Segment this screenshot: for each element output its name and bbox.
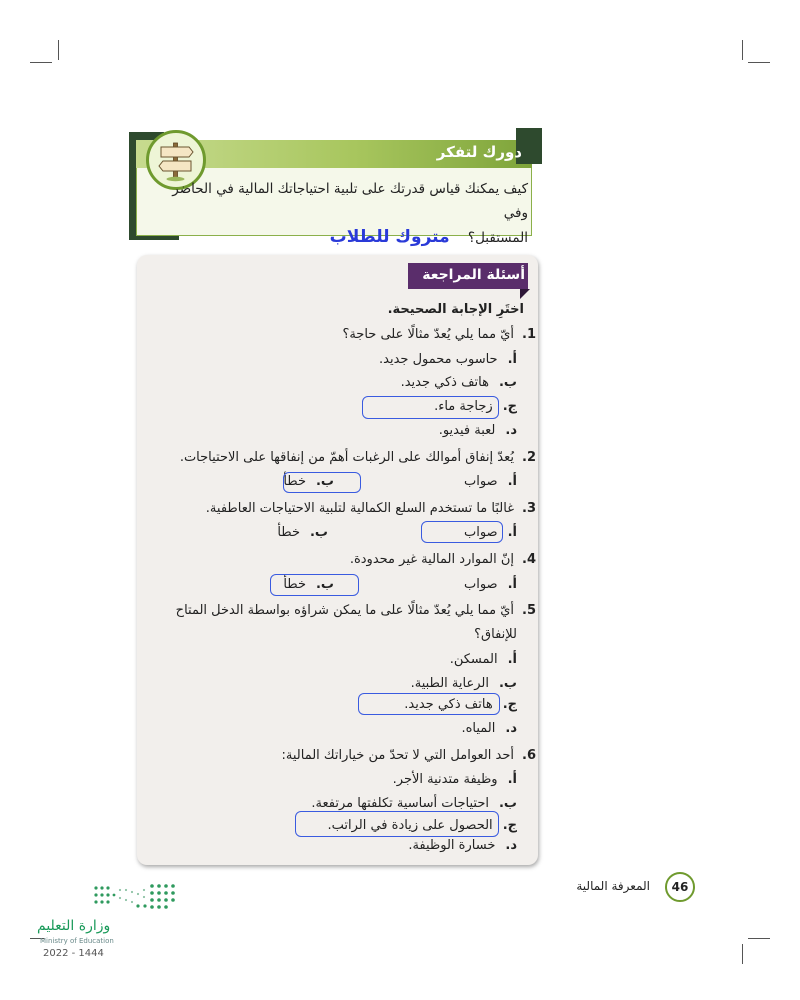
option-letter: أ. <box>507 474 517 489</box>
option-letter: ب. <box>498 375 517 390</box>
think-answer: متروك للطلاب <box>329 227 450 247</box>
option <box>277 525 328 540</box>
answer-mark <box>421 521 503 543</box>
option-text: زجاجة ماء. <box>434 399 493 414</box>
question-number: 1. <box>522 327 536 342</box>
option-text: صواب <box>463 577 498 592</box>
option-text: احتياجات أساسية تكلفتها مرتفعة. <box>311 796 489 811</box>
ministry-name-english: Ministry of Education <box>40 937 114 945</box>
crop-mark <box>742 40 743 60</box>
question-text: إنّ الموارد المالية غير محدودة. <box>349 552 514 567</box>
review-title: أسئلة المراجعة <box>422 267 525 283</box>
option-letter: أ. <box>507 525 517 540</box>
option <box>464 577 517 592</box>
option-text: الحصول على زيادة في الراتب. <box>327 818 493 833</box>
option <box>393 772 517 787</box>
question-2 <box>180 450 536 465</box>
ministry-name: وزارة التعليم <box>37 918 111 934</box>
option <box>450 652 517 667</box>
question-number: 3. <box>522 501 536 516</box>
review-instruction: اختَرِ الإجابة الصحيحة. <box>387 302 524 317</box>
answer-mark <box>270 574 359 596</box>
crop-mark <box>742 944 743 964</box>
question-text: يُعدّ إنفاق أموالك على الرغبات أهمّ من إنفاقها على الاحتياجات. <box>179 450 514 465</box>
option-letter: ج. <box>502 818 517 833</box>
crop-mark <box>58 40 59 60</box>
option-text: صواب <box>463 474 498 489</box>
option-text: خطأ <box>283 577 306 592</box>
option-text: هاتف ذكي جديد. <box>400 375 489 390</box>
review-tab-fold <box>520 289 530 299</box>
answer-mark <box>295 811 499 837</box>
question-number: 2. <box>522 450 536 465</box>
think-question <box>148 177 528 250</box>
option-letter: أ. <box>507 352 517 367</box>
option-letter: ب. <box>315 577 334 592</box>
option <box>464 474 517 489</box>
option-letter: ب. <box>315 474 334 489</box>
option-letter: أ. <box>507 652 517 667</box>
option <box>408 838 517 853</box>
option-letter: د. <box>505 423 517 438</box>
option <box>461 721 517 736</box>
question-number: 6. <box>522 748 536 763</box>
question-5 <box>176 603 536 618</box>
option-text: خطأ <box>277 525 300 540</box>
option-letter: د. <box>505 838 517 853</box>
question-text: أيّ مما يلي يُعدّ مثالًا على ما يمكن شراؤه بواسطة الدخل المتاح <box>175 603 514 618</box>
question-6 <box>282 748 536 763</box>
question-text: غالبًا ما تستخدم السلع الكمالية لتلبية الاحتياجات العاطفية. <box>205 501 514 516</box>
footer-subject: المعرفة المالية <box>576 879 650 893</box>
option-text: وظيفة متدنية الأجر. <box>392 772 498 787</box>
option-text: المسكن. <box>449 652 498 667</box>
think-title: دورك لتفكر <box>436 143 522 161</box>
answer-mark <box>283 472 361 493</box>
question-5-continuation: للإنفاق؟ <box>474 627 517 642</box>
crop-mark <box>748 62 770 63</box>
option-letter: ب. <box>498 796 517 811</box>
option-letter: أ. <box>507 577 517 592</box>
question-4 <box>350 552 536 567</box>
think-question-line2-row <box>148 225 528 250</box>
year-text: 2022 - 1444 <box>43 948 104 959</box>
option-letter: أ. <box>507 772 517 787</box>
option <box>439 423 517 438</box>
option-text: لعبة فيديو. <box>438 423 496 438</box>
question-text: أيّ مما يلي يُعدّ مثالًا على حاجة؟ <box>342 327 514 342</box>
answer-mark <box>358 693 500 715</box>
option-letter: ب. <box>498 676 517 691</box>
page-number: 46 <box>665 872 695 902</box>
option <box>379 352 517 367</box>
option-text: هاتف ذكي جديد. <box>404 697 493 712</box>
think-question-line1: كيف يمكنك قياس قدرتك على تلبية احتياجاتك المالية في الحاضر وفي <box>172 181 528 221</box>
option-letter: ج. <box>502 399 517 414</box>
ministry-logo-icon <box>92 882 178 910</box>
option-letter: د. <box>505 721 517 736</box>
option-text: المياه. <box>461 721 496 736</box>
question-number: 4. <box>522 552 536 567</box>
option-text: خسارة الوظيفة. <box>408 838 496 853</box>
crop-mark <box>30 62 52 63</box>
option <box>401 375 517 390</box>
option-letter: ج. <box>502 697 517 712</box>
option-letter: ب. <box>309 525 328 540</box>
option <box>411 676 517 691</box>
option-text: صواب <box>463 525 498 540</box>
question-number: 5. <box>522 603 536 618</box>
option-text: الرعاية الطبية. <box>410 676 489 691</box>
option-text: خطأ <box>283 474 306 489</box>
option-text: حاسوب محمول جديد. <box>379 352 498 367</box>
option <box>311 796 517 811</box>
question-3 <box>206 501 536 516</box>
question-1 <box>342 327 536 342</box>
answer-mark <box>362 396 499 419</box>
think-question-line2: المستقبل؟ <box>467 230 528 246</box>
question-text: أحد العوامل التي لا تحدّ من خياراتك المالية: <box>281 748 514 763</box>
crop-mark <box>748 938 770 939</box>
